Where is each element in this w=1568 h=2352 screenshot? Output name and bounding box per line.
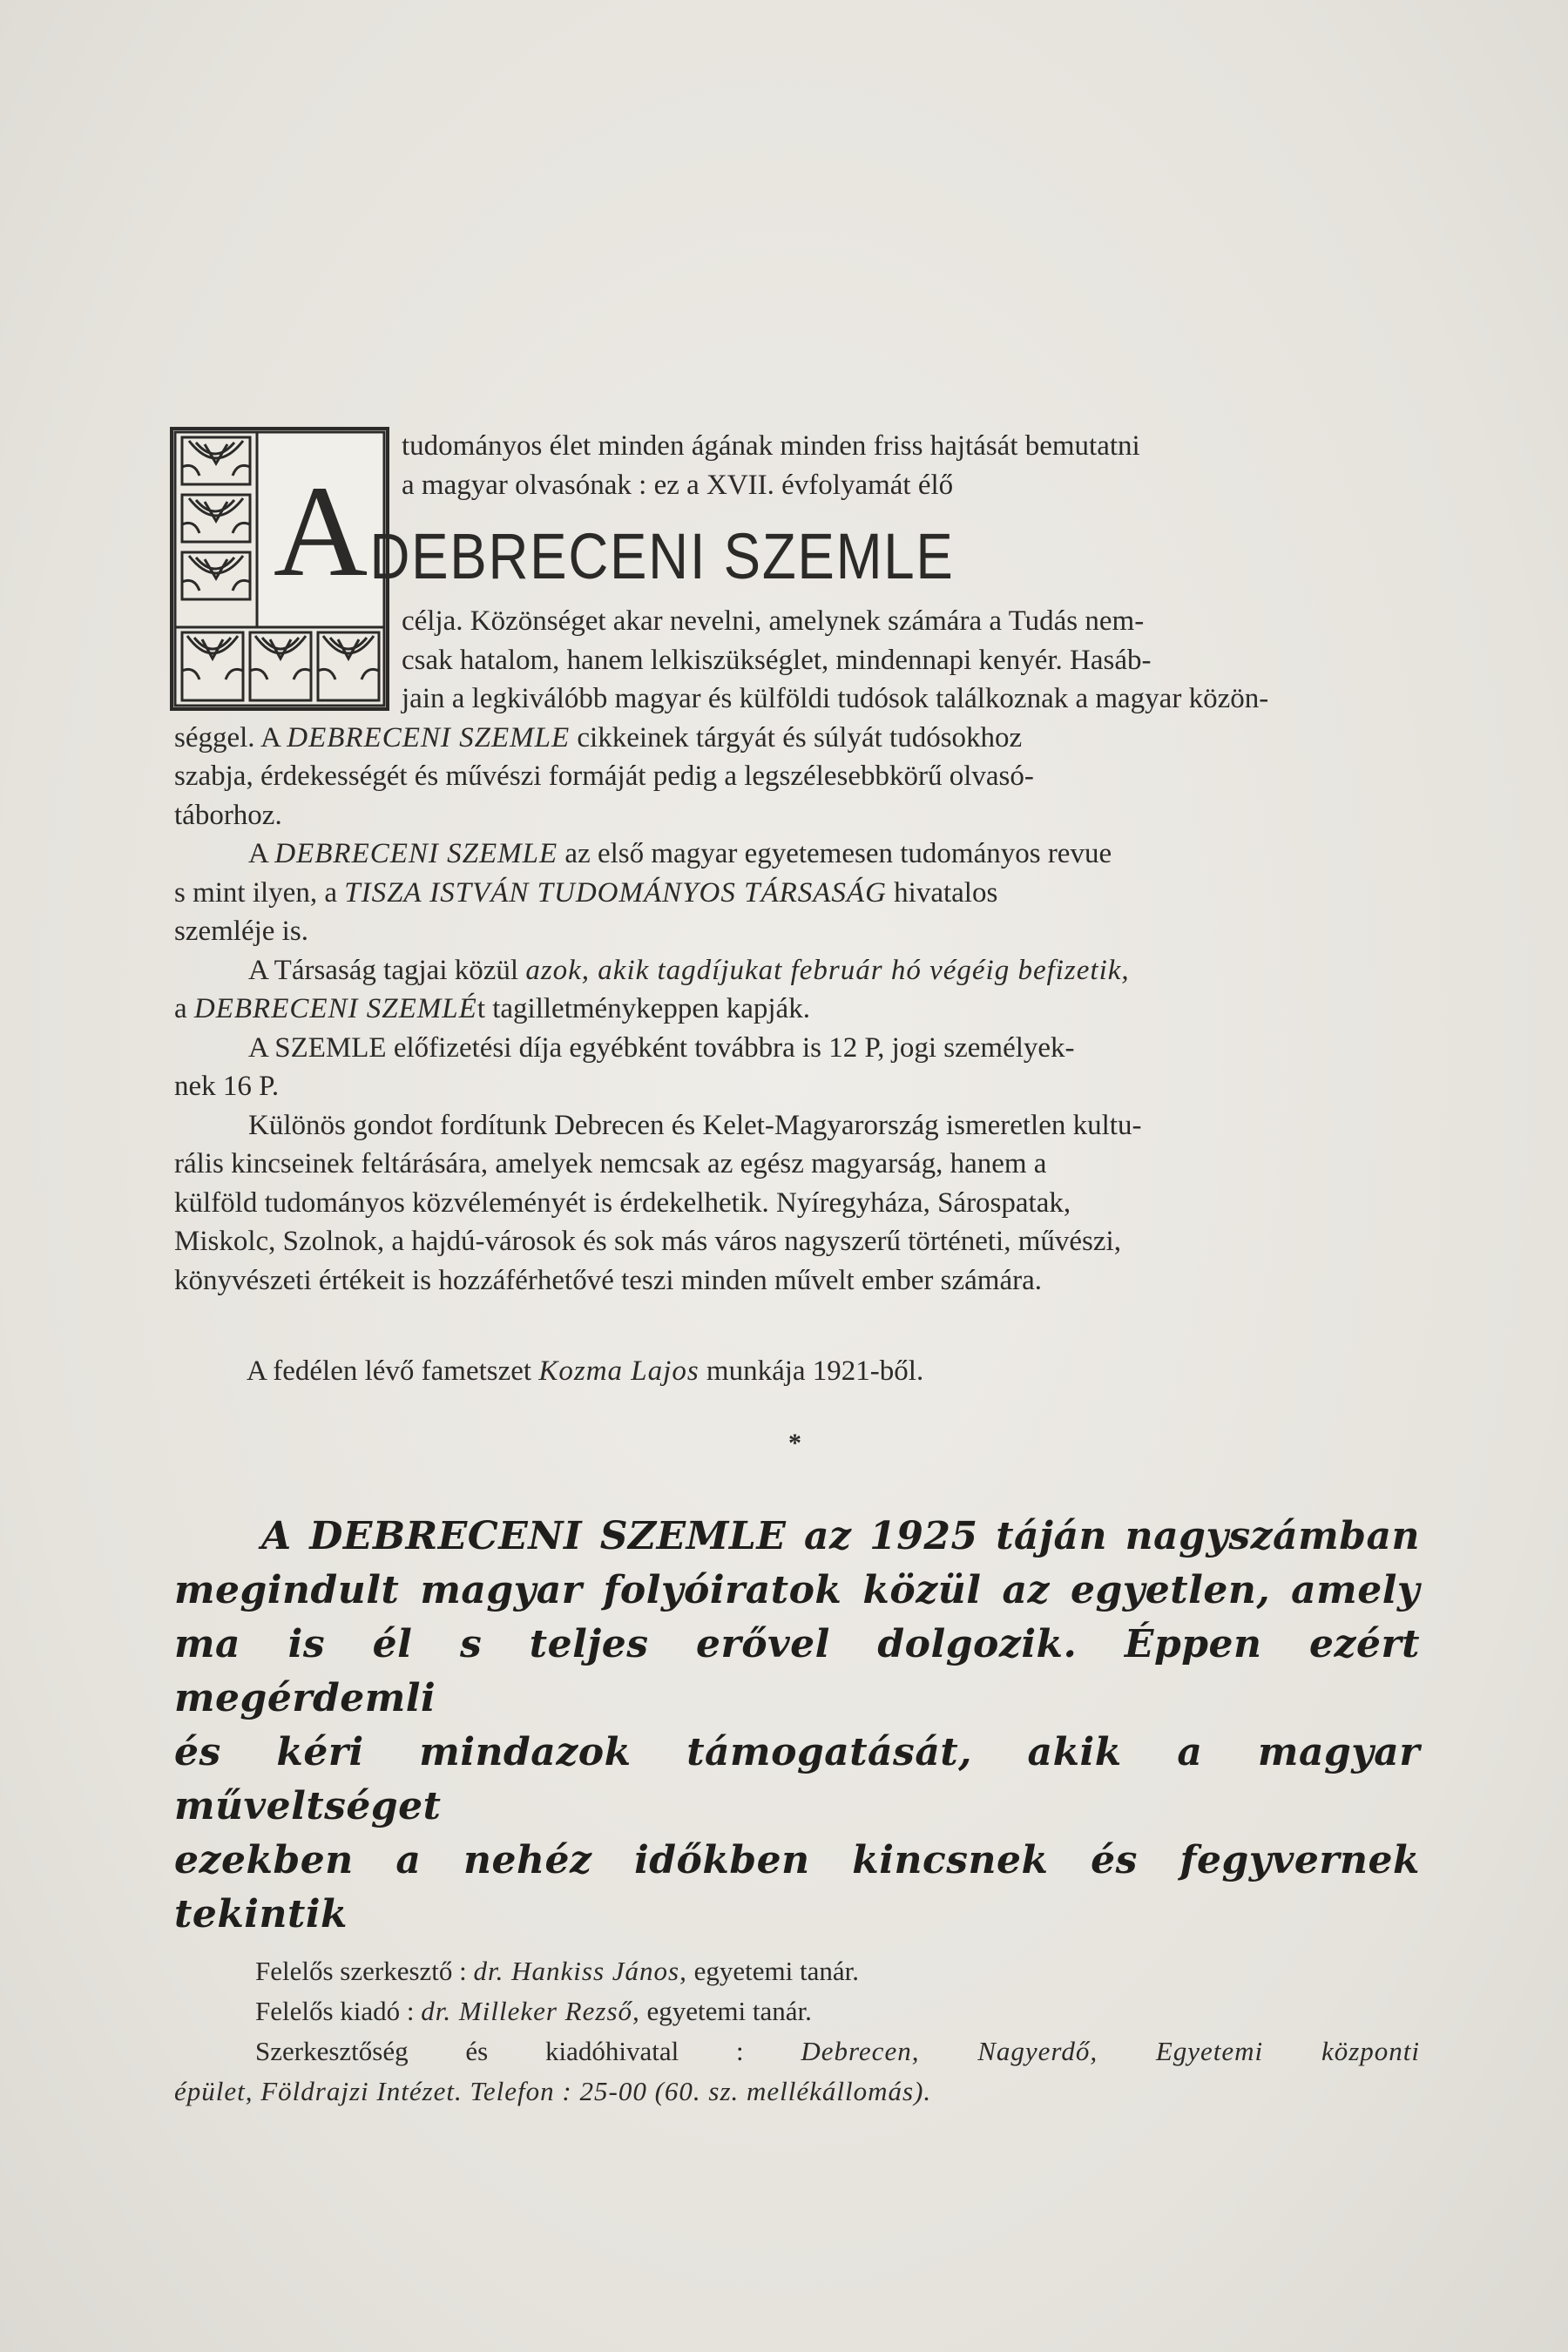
text-span: A (248, 838, 268, 869)
text-span: munkája 1921-ből. (706, 1355, 924, 1387)
editor-line (174, 1951, 1420, 1991)
publisher-line (174, 1991, 1420, 2031)
cover-note (247, 1355, 923, 1388)
editor-role: egyetemi tanár. (693, 1956, 859, 1986)
office-address: Debrecen, Nagyerdő, Egyetemi központi (801, 2036, 1420, 2066)
masthead-title: DEBRECENI SZEMLE (369, 520, 955, 592)
paragraph-line (174, 874, 1420, 913)
paragraph-line (174, 719, 1420, 758)
paragraph-line (174, 835, 1420, 874)
text-span: s mint ilyen, a (174, 876, 337, 909)
text-span: t tagilletménykeppen kapják. (476, 993, 810, 1024)
paragraph-line: célja. Közönséget akar nevelni, amelynek számára a Tudás nem- (402, 605, 1145, 637)
office-address-continued: épület, Földrajzi Intézet. Telefon : 25-00 (60. sz. mellékállomás). (174, 2076, 932, 2106)
appeal-block (174, 1510, 1420, 1942)
paragraph-line: jain a legkiválóbb magyar és külföldi tudósok találkoznak a magyar közön- (402, 683, 1269, 714)
italic-text: azok, akik tagdíjukat február hó végéig befizetik, (525, 954, 1130, 986)
text-span: A Társaság tagjai közül (248, 954, 519, 986)
paragraph-line: táborhoz. (174, 799, 282, 831)
publisher-name: dr. Milleker Rezső, (421, 1996, 640, 2026)
paragraph-line: rális kincseinek feltárására, amelyek nemcsak az egész magyarság, hanem a (174, 1148, 1047, 1179)
intro-line: a magyar olvasónak : ez a XVII. évfolyamát élő (402, 469, 954, 501)
society-name: TISZA ISTVÁN TUDOMÁNYOS TÁRSASÁG (344, 876, 887, 909)
appeal-line: ma is él s teljes erővel dolgozik. Éppen ezért megérdemli (174, 1622, 1420, 1720)
office-line (174, 2031, 1420, 2072)
credits-block (174, 1951, 1420, 2112)
appeal-line: és kéri mindazok támogatását, akik a magyar műveltséget (174, 1730, 1420, 1828)
journal-name: DEBRECENI SZEMLÉ (193, 993, 477, 1024)
paragraph-line: szemléje is. (174, 916, 308, 947)
paragraph-line: csak hatalom, hanem lelkiszükséglet, mindennapi kenyér. Hasáb- (402, 644, 1152, 676)
intro-section (174, 427, 1420, 1300)
paragraph-line: A SZEMLE előfizetési díja egyébként továbbra is 12 P, jogi személyek- (248, 1031, 1075, 1064)
paragraph-line: könyvészeti értékeit is hozzáférhetővé teszi minden művelt ember számára. (174, 1264, 1042, 1296)
paragraph-line (174, 990, 1420, 1029)
journal-name: DEBRECENI SZEMLE (287, 721, 571, 754)
appeal-line: A DEBRECENI SZEMLE az 1925 táján nagyszámban (261, 1514, 1420, 1558)
text-span: cikkeinek tárgyát és súlyát tudósokhoz (577, 721, 1023, 754)
publisher-label: Felelős kiadó : (255, 1996, 415, 2026)
artist-name: Kozma Lajos (538, 1355, 700, 1387)
text-span: séggel. A (174, 721, 280, 754)
publisher-role: egyetemi tanár. (646, 1996, 812, 2026)
paragraph-line (174, 951, 1420, 990)
appeal-line: ezekben a nehéz időkben kincsnek és fegyvernek tekintik (174, 1838, 1420, 1936)
appeal-line: megindult magyar folyóiratok közül az egyetlen, amely (174, 1568, 1420, 1612)
paragraph-line: Különös gondot fordítunk Debrecen és Kelet-Magyarország ismeretlen kultu- (248, 1109, 1142, 1141)
initial-letter: A (273, 459, 368, 604)
editor-name: dr. Hankiss János, (473, 1956, 687, 1986)
text-span: hivatalos (894, 876, 998, 909)
paragraph-line: külföld tudományos közvéleményét is érdekelhetik. Nyíregyháza, Sárospatak, (174, 1186, 1071, 1219)
office-label: Szerkesztőség és kiadóhivatal : (255, 2036, 744, 2066)
journal-name: DEBRECENI SZEMLE (274, 838, 558, 869)
paragraph-line: szabja, érdekességét és művészi formáját pedig a legszélesebbkörű olvasó- (174, 760, 1034, 792)
paragraph-line: nek 16 P. (174, 1071, 280, 1102)
separator-asterisk: * (788, 1429, 801, 1457)
text-span: A fedélen lévő fametszet (247, 1355, 532, 1387)
text-span: a (174, 993, 187, 1024)
intro-line: tudományos élet minden ágának minden friss hajtását bemutatni (402, 430, 1140, 462)
text-span: az első magyar egyetemesen tudományos revue (564, 838, 1112, 869)
paragraph-line: Miskolc, Szolnok, a hajdú-városok és sok más város nagyszerű történeti, művészi, (174, 1226, 1121, 1257)
editor-label: Felelős szerkesztő : (255, 1956, 467, 1986)
